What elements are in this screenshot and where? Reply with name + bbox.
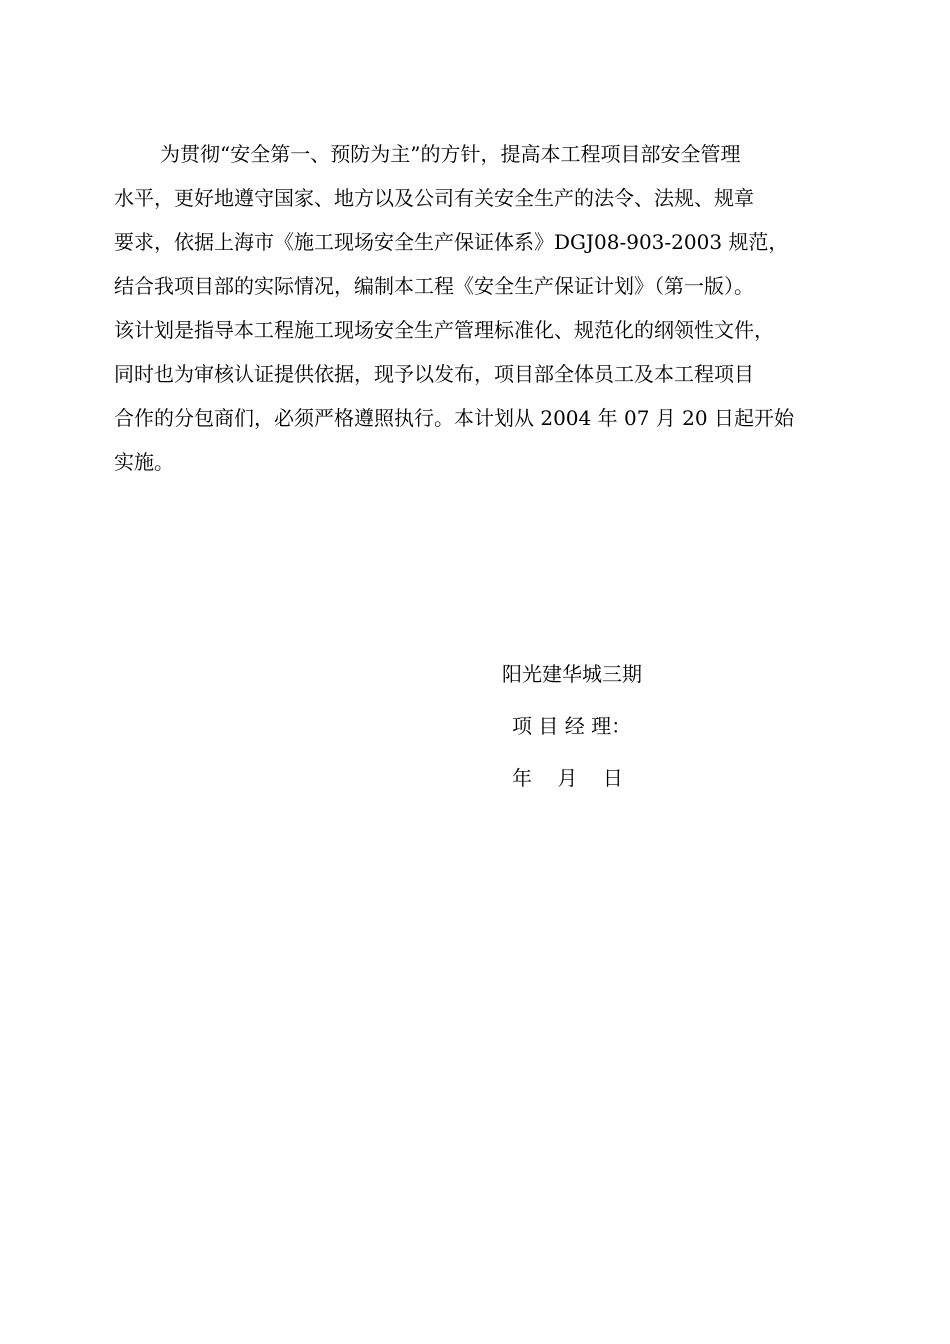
paragraph-line-6: 同时也为审核认证提供依据，现予以发布，项目部全体员工及本工程项目 [114,362,754,386]
paragraph-line-3: 要求，依据上海市《施工现场安全生产保证体系》DGJ08-903-2003 规范， [114,230,789,254]
project-manager-label: 项 目 经 理： [512,714,632,738]
paragraph-line-7: 合作的分包商们，必须严格遵照执行。本计划从 2004 年 07 月 20 日起开始 [114,406,794,430]
date-label: 年 月 日 [512,766,623,790]
paragraph-line-4: 结合我项目部的实际情况，编制本工程《安全生产保证计划》（第一版）。 [114,274,754,298]
paragraph-line-1: 为贯彻“安全第一、预防为主”的方针，提高本工程项目部安全管理 [160,142,741,166]
project-name: 阳光建华城三期 [502,662,642,686]
signature-block [502,654,762,810]
announcement-paragraph [114,132,842,484]
paragraph-line-8: 实施。 [114,450,174,474]
paragraph-line-2: 水平，更好地遵守国家、地方以及公司有关安全生产的法令、法规、规章 [114,186,754,210]
paragraph-line-5: 该计划是指导本工程施工现场安全生产管理标准化、规范化的纲领性文件， [114,318,774,342]
